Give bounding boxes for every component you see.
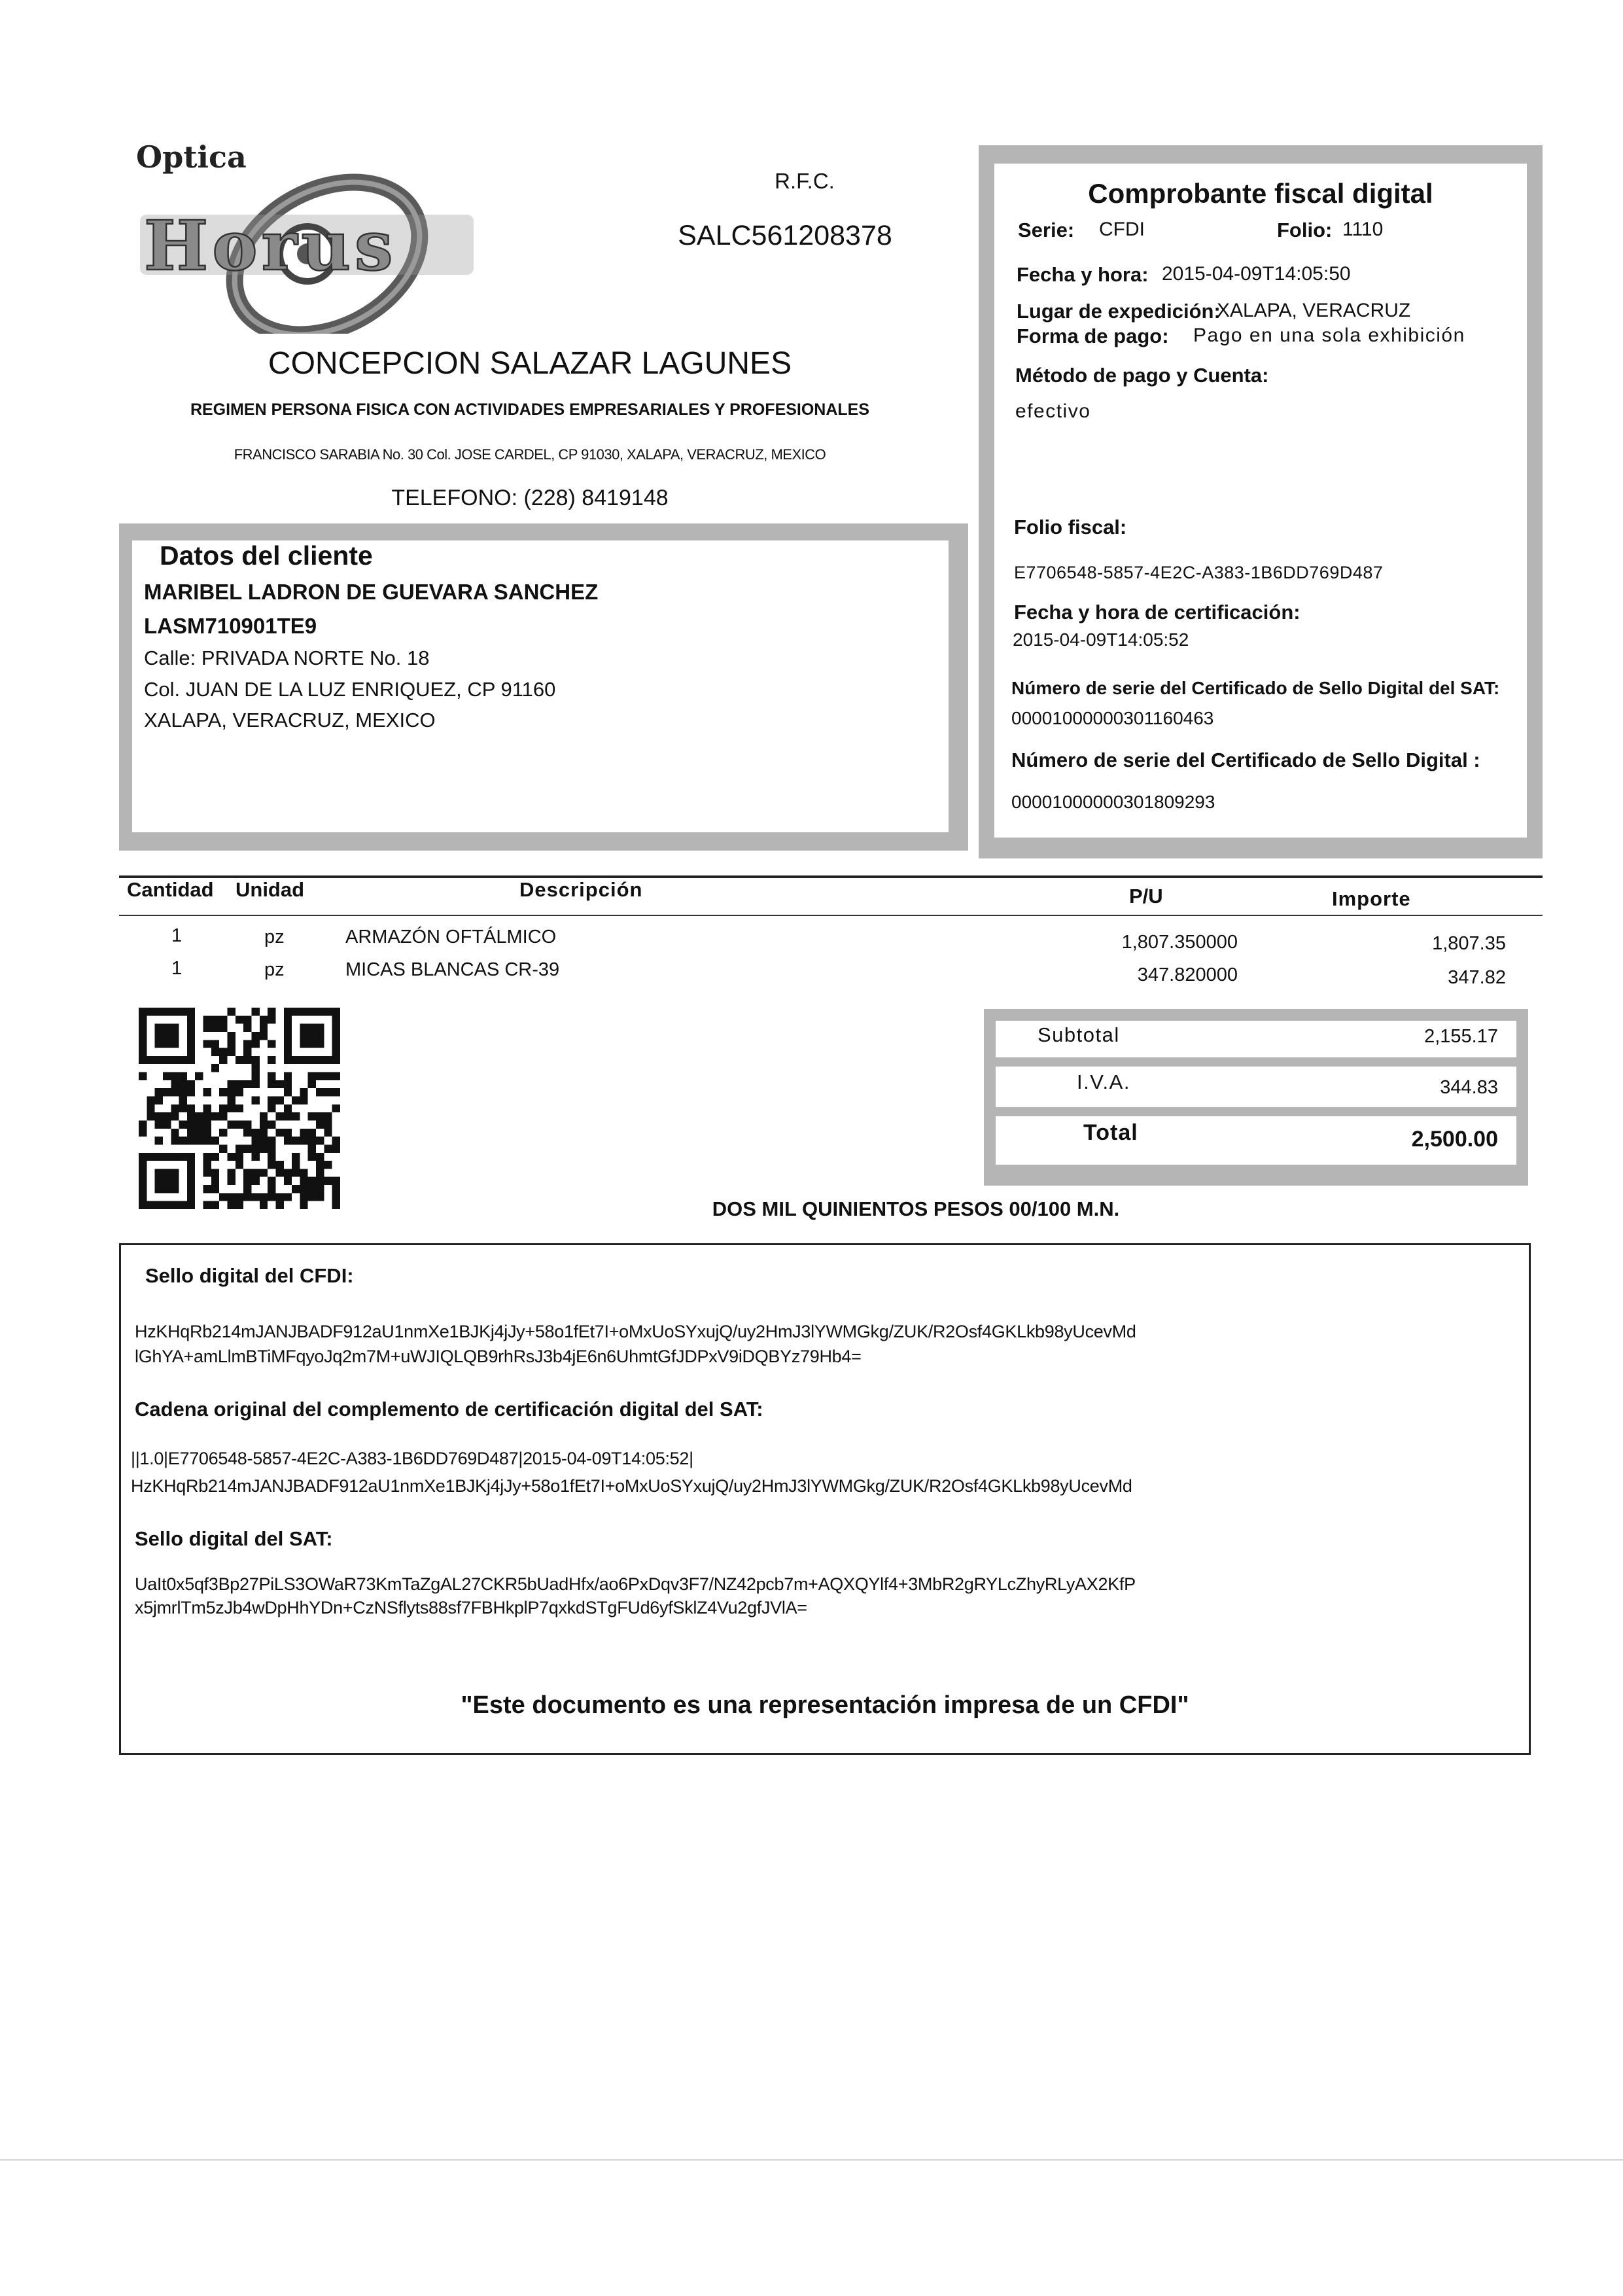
iva-label: I.V.A. (1077, 1070, 1130, 1093)
iva-value: 344.83 (1440, 1077, 1498, 1098)
subtotal-label: Subtotal (1038, 1023, 1120, 1046)
row-description: ARMAZÓN OFTÁLMICO (345, 927, 557, 947)
row-unit-price: 347.820000 (1137, 964, 1238, 985)
folio-value: 1110 (1342, 219, 1384, 240)
cfdi-stamp-label: Sello digital del CFDI: (145, 1264, 354, 1287)
issue-date-label: Fecha y hora: (1017, 263, 1149, 286)
sat-stamp-line-1: UaIt0x5qf3Bp27PiLS3OWaR73KmTaZgAL27CKR5bUadHfx/ao6PxDqv3F7/NZ42pcb7m+AQXQYlf4+3MbR2gRYLcZhyRLyAX2KfP (135, 1574, 1136, 1594)
cfdi-stamp-line-2: lGhYA+amLlmBTiMFqyoJq2m7M+uWJIQLQB9rhRsJ3b4jE6n6UhmtGfJDPxV9iDQBYz79Hb4= (135, 1347, 862, 1366)
serie-value: CFDI (1099, 219, 1145, 240)
payment-form-value: Pago en una sola exhibición (1193, 325, 1465, 346)
row-unit: pz (264, 959, 285, 980)
issuer-name: CONCEPCION SALAZAR LAGUNES (268, 346, 792, 381)
client-section-title: Datos del cliente (160, 540, 373, 571)
total-value: 2,500.00 (1411, 1127, 1498, 1152)
payment-method-value: efectivo (1015, 400, 1091, 422)
issuer-rfc: SALC561208378 (678, 220, 892, 251)
logo-graphic (131, 137, 484, 334)
subtotal-value: 2,155.17 (1424, 1026, 1498, 1047)
cert-value: 00001000000301809293 (1011, 792, 1215, 812)
amount-in-words: DOS MIL QUINIENTOS PESOS 00/100 M.N. (712, 1197, 1120, 1220)
fiscal-section-title: Comprobante fiscal digital (1088, 178, 1433, 209)
logo-top-text: Optica (136, 139, 247, 175)
cert-date-label: Fecha y hora de certificación: (1014, 601, 1300, 624)
issuer-regime: REGIMEN PERSONA FISICA CON ACTIVIDADES EMPRESARIALES Y PROFESIONALES (190, 400, 870, 419)
row-description: MICAS BLANCAS CR-39 (345, 959, 560, 980)
total-label: Total (1083, 1120, 1138, 1145)
cfdi-stamp-line-1: HzKHqRb214mJANJBADF912aU1nmXe1BJKj4jJy+58o1fEt7I+oMxUoSYxujQ/uy2HmJ3lYWMGkg/ZUK/R2Osf4GKLkb98yUcevMd (135, 1322, 1136, 1341)
payment-method-label: Método de pago y Cuenta: (1015, 364, 1269, 387)
fiscal-folio-value: E7706548-5857-4E2C-A383-1B6DD769D487 (1014, 563, 1384, 582)
col-amount-header: Importe (1332, 887, 1411, 910)
qr-code-graphic (139, 1008, 340, 1209)
place-label: Lugar de expedición: (1017, 300, 1221, 323)
col-description-header: Descripción (519, 878, 643, 901)
sat-cert-label: Número de serie del Certificado de Sello Digital del SAT: (1011, 678, 1500, 698)
place-value: XALAPA, VERACRUZ (1217, 300, 1411, 321)
sat-stamp-line-2: x5jmrlTm5zJb4wDpHhYDn+CzNSflyts88sf7FBHkplP7qxkdSTgFUd6yfSklZ4Vu2gfJVlA= (135, 1598, 807, 1617)
client-rfc: LASM710901TE9 (144, 614, 317, 638)
cert-date-value: 2015-04-09T14:05:52 (1013, 629, 1189, 650)
company-logo (131, 137, 484, 334)
row-quantity: 1 (171, 958, 183, 979)
items-top-rule (119, 875, 1543, 878)
row-unit: pz (264, 927, 285, 947)
sat-chain-label: Cadena original del complemento de certificación digital del SAT: (135, 1398, 763, 1421)
col-unit-header: Unidad (236, 878, 305, 901)
row-amount: 347.82 (1448, 967, 1506, 988)
row-amount: 1,807.35 (1432, 933, 1506, 954)
issuer-rfc-label: R.F.C. (775, 169, 835, 193)
row-unit-price: 1,807.350000 (1121, 932, 1238, 953)
fiscal-folio-label: Folio fiscal: (1014, 516, 1127, 539)
issuer-address: FRANCISCO SARABIA No. 30 Col. JOSE CARDEL, CP 91030, XALAPA, VERACRUZ, MEXICO (234, 446, 826, 463)
col-quantity-header: Cantidad (127, 878, 214, 901)
issue-date-value: 2015-04-09T14:05:50 (1162, 263, 1351, 285)
items-header-rule (119, 915, 1543, 916)
sat-chain-line-2: HzKHqRb214mJANJBADF912aU1nmXe1BJKj4jJy+58o1fEt7I+oMxUoSYxujQ/uy2HmJ3lYWMGkg/ZUK/R2Osf4GKLkb98yUcevMd (131, 1476, 1132, 1496)
serie-label: Serie: (1018, 219, 1075, 241)
digital-stamps-box (119, 1243, 1531, 1755)
qr-code (139, 1008, 340, 1209)
sat-stamp-label: Sello digital del SAT: (135, 1527, 333, 1550)
row-quantity: 1 (171, 925, 183, 946)
sat-chain-line-1: ||1.0|E7706548-5857-4E2C-A383-1B6DD769D487|2015-04-09T14:05:52| (131, 1449, 693, 1468)
issuer-phone: TELEFONO: (228) 8419148 (391, 486, 669, 510)
col-unit-price-header: P/U (1129, 885, 1163, 908)
payment-form-label: Forma de pago: (1017, 325, 1169, 347)
client-colony: Col. JUAN DE LA LUZ ENRIQUEZ, CP 91160 (144, 678, 556, 701)
folio-label: Folio: (1277, 219, 1333, 241)
logo-brand-text: Horus (144, 205, 397, 286)
cfdi-legend: "Este documento es una representación impresa de un CFDI" (461, 1691, 1189, 1719)
sat-cert-value: 00001000000301160463 (1011, 708, 1214, 728)
client-name: MARIBEL LADRON DE GUEVARA SANCHEZ (144, 580, 599, 604)
cert-label: Número de serie del Certificado de Sello Digital : (1011, 749, 1480, 771)
client-street: Calle: PRIVADA NORTE No. 18 (144, 646, 430, 669)
page-footer-rule (0, 2159, 1623, 2161)
client-city: XALAPA, VERACRUZ, MEXICO (144, 709, 436, 732)
